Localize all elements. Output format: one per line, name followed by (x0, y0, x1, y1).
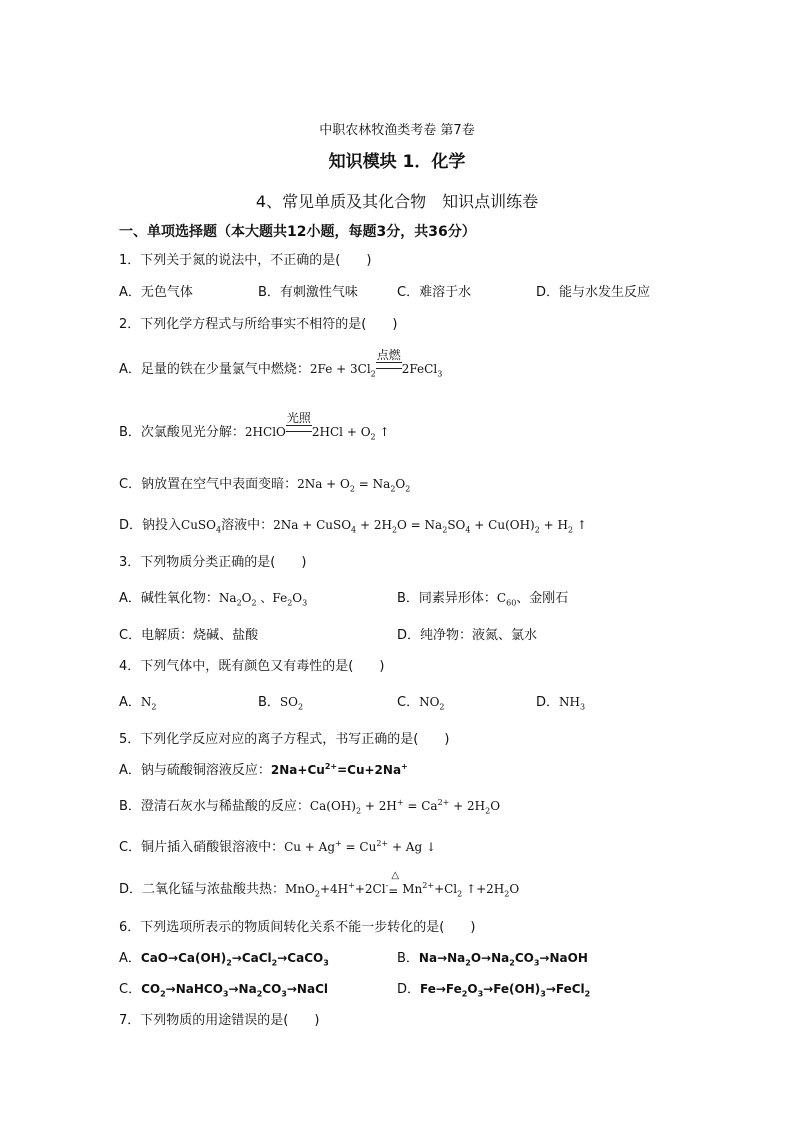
q6-option-b: B．$Na\to Na_2O\to Na_2CO_3\to NaOH$ (397, 951, 588, 968)
q1-option-b: B．有刺激性气味 (258, 285, 358, 300)
question-1: 1．下列关于氮的说法中，不正确的是( ) (119, 253, 372, 268)
q2-option-b-equation: 2HClO 光照 $2HCl + O_2$ ↑ (244, 411, 390, 442)
q2-option-c-equation: $2Na + O_2 = Na_2O_2$ (297, 477, 411, 494)
q2-option-d: D．钠投入CuSO$_4$溶液中：2Na + CuSO$_4$ + $2H_2O = Na_2SO_4 + Cu(OH)_2 + H_2$ ↑ (119, 518, 587, 535)
q5-option-d: D．二氧化锰与浓盐酸共热：MnO$_2$+4H++2Cl- △ = $Mn^{2+}+Cl_2$ $↑+2H_2O$ (119, 870, 520, 899)
question-5: 5．下列化学反应对应的离子方程式，书写正确的是( ) (119, 732, 450, 747)
q2-option-d-equation: 2Na + CuSO$_4$ + $2H_2O = Na_2SO_4 + Cu(OH)_2 + H_2$ ↑ (273, 518, 587, 535)
q4-option-c: C．$NO_2$ (397, 695, 445, 712)
exam-header: 中职农林牧渔类考卷 第7卷 (319, 123, 475, 138)
question-3: 3．下列物质分类正确的是( ) (119, 555, 307, 570)
q3-option-a: A．碱性氧化物：$Na_2O_2$ 、$Fe_2O_3$ (119, 591, 308, 608)
q6-option-c: C．$CO_2\to NaHCO_3\to Na_2CO_3\to NaCl$ (119, 982, 328, 999)
q2-option-b-text: B．次氯酸见光分解： (119, 425, 245, 440)
q2-option-b (119, 411, 390, 442)
q5-option-a: A．钠与硫酸铜溶液反应：$2Na+Cu^{2+}=Cu+2Na^+$ (119, 762, 408, 778)
question-7: 7．下列物质的用途错误的是( ) (119, 1013, 320, 1028)
module-title: 知识模块 1．化学 (328, 152, 466, 172)
q1-option-d: D．能与水发生反应 (536, 285, 651, 300)
q4-option-d: D．$NH_3$ (536, 695, 586, 712)
question-6: 6．下列选项所表示的物质间转化关系不能一步转化的是( ) (119, 920, 476, 935)
q6-option-a: A．$CaO\to Ca(OH)_2\to CaCl_2\to CaCO_3$ (119, 951, 329, 968)
q2-option-c (119, 473, 410, 493)
q2-option-c-text: C．钠放置在空气中表面变暗： (119, 477, 298, 492)
question-2: 2．下列化学方程式与所给事实不相符的是( ) (119, 317, 398, 332)
q2-option-a-text: A．足量的铁在少量氯气中燃烧： (119, 362, 310, 377)
q6-option-d: D．$Fe\to Fe_2O_3\to Fe(OH)_3\to FeCl_2$ (397, 982, 591, 999)
paper-subtitle: 4、常见单质及其化合物 知识点训练卷 (255, 192, 539, 211)
q4-option-b: B．$SO_2$ (258, 695, 304, 712)
reaction-condition: 光照 (286, 424, 312, 438)
q1-option-c: C．难溶于水 (397, 285, 472, 300)
reaction-condition: 点燃 (376, 361, 402, 375)
q5-option-b: B．澄清石灰水与稀盐酸的反应：$Ca(OH)_2 + 2H^+ = Ca^{2+} + 2H_2O$ (119, 798, 501, 816)
q1-option-a: A．无色气体 (119, 285, 193, 300)
q2-option-d-text: D．钠投入 (119, 518, 182, 533)
section-heading: 一、单项选择题（本大题共12小题，每题3分，共36分） (119, 224, 476, 240)
q2-option-a (119, 348, 443, 379)
q3-option-d: D．纯净物：液氮、氯水 (397, 628, 538, 643)
question-4: 4．下列气体中，既有颜色又有毒性的是( ) (119, 659, 385, 674)
q4-option-a: A．$N_2$ (119, 695, 157, 712)
q3-option-c: C．电解质：烧碱、盐酸 (119, 628, 259, 643)
q5-option-c: C．铜片插入硝酸银溶液中：$Cu + Ag^+ = Cu^{2+} + Ag$ ↓ (119, 839, 437, 855)
q2-option-a-equation: $2Fe + 3Cl_2$ 点燃 2FeCl$_3$ (309, 348, 443, 379)
q3-option-b: B．同素异形体：$C_{60}$、金刚石 (397, 591, 569, 608)
